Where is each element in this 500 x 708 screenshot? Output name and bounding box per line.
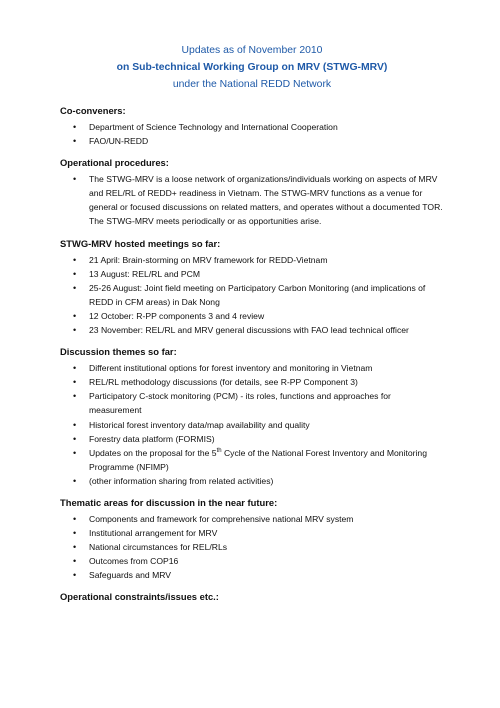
- section-heading: STWG-MRV hosted meetings so far:: [60, 237, 221, 249]
- list-item: • Safeguards and MRV: [60, 568, 444, 582]
- section-operational-constraints: [60, 590, 444, 603]
- item-text: Updates on the proposal for the 5: [89, 447, 217, 458]
- item-text: Cycle of the National Forest Inventory and Monitoring Programme (NFIMP): [89, 447, 427, 472]
- list-item: • Institutional arrangement for MRV: [60, 526, 444, 540]
- section-heading: Operational procedures:: [60, 157, 169, 169]
- list-item: • FAO/UN-REDD: [60, 134, 444, 148]
- section-thematic-areas: [60, 496, 444, 582]
- list-item: • 21 April: Brain-storming on MRV framework for REDD-Vietnam: [60, 253, 444, 267]
- list-item: • (other information sharing from related activities): [60, 474, 444, 488]
- list-item: • 12 October: R-PP components 3 and 4 review: [60, 309, 444, 323]
- superscript: th: [216, 447, 222, 454]
- section-coconveners: [60, 104, 444, 148]
- list-item: • 13 August: REL/RL and PCM: [60, 267, 444, 281]
- title-block: [60, 42, 444, 93]
- section-heading: Co-conveners:: [60, 105, 126, 116]
- list-item: • Different institutional options for forest inventory and monitoring in Vietnam: [60, 361, 444, 375]
- list-item: • Outcomes from COP16: [60, 554, 444, 568]
- list-item: • The STWG-MRV is a loose network of organizations/individuals working on aspects of MRV and REL/RL of REDD+ readiness in Vietnam. The STWG-MRV functions as a venue for general or focused discussions on related matters, and operates without a documented TOR. The STWG-MRV meets periodically or as opportunities arise.: [60, 172, 444, 228]
- list-item: • 23 November: REL/RL and MRV general discussions with FAO lead technical officer: [60, 323, 444, 337]
- list-item: • Forestry data platform (FORMIS): [60, 432, 444, 446]
- title-network-line: under the National REDD Network: [172, 79, 332, 90]
- section-operational-procedures: [60, 156, 444, 228]
- list-item: • Historical forest inventory data/map availability and quality: [60, 418, 444, 432]
- list-item: • Participatory C-stock monitoring (PCM) - its roles, functions and approaches for measurement: [60, 389, 444, 417]
- section-heading: Operational constraints/issues etc.:: [60, 591, 219, 603]
- list-item: • REL/RL methodology discussions (for details, see R-PP Component 3): [60, 375, 444, 389]
- title-main-line: on Sub-technical Working Group on MRV (STWG-MRV): [116, 62, 388, 73]
- section-heading: Thematic areas for discussion in the near future:: [60, 496, 278, 508]
- list-item: • Components and framework for comprehensive national MRV system: [60, 512, 444, 526]
- list-item: • National circumstances for REL/RLs: [60, 540, 444, 554]
- section-heading: Discussion themes so far:: [60, 346, 177, 358]
- section-hosted-meetings: [60, 237, 444, 338]
- title-date-line: Updates as of November 2010: [181, 45, 323, 56]
- section-discussion-themes: [60, 345, 444, 488]
- list-item: • Department of Science Technology and International Cooperation: [60, 120, 444, 134]
- list-item: • 25-26 August: Joint field meeting on Participatory Carbon Monitoring (and implications of REDD in CFM areas) in Dak Nong: [60, 281, 444, 309]
- list-item: [60, 446, 444, 474]
